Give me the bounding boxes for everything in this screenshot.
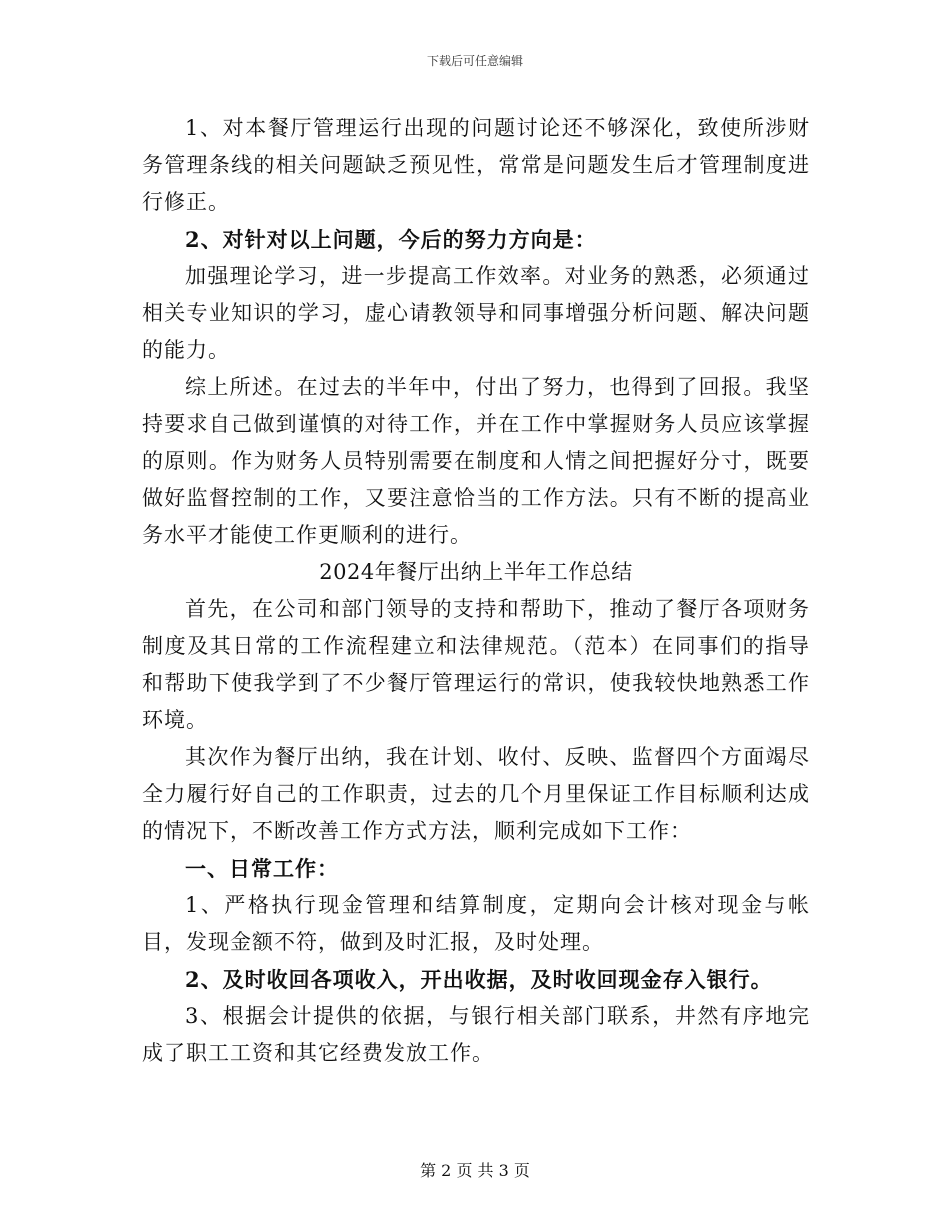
paragraph-first: 首先，在公司和部门领导的支持和帮助下，推动了餐厅各项财务制度及其日常的工作流程建立和法律规范。（范本）在同事们的指导和帮助下使我学到了不少餐厅管理运行的常识，使我较快地熟悉工作环境。 <box>142 597 810 732</box>
page-header: 下载后可任意编辑 <box>426 54 523 68</box>
list-item-collect-income: 2、及时收回各项收入，开出收据，及时收回现金存入银行。 <box>185 967 773 992</box>
subheading-daily-work: 一、日常工作： <box>185 856 339 881</box>
list-item-cash-management: 1、严格执行现金管理和结算制度，定期向会计核对现金与帐目，发现金额不符，做到及时汇报，及时处理。 <box>142 893 810 954</box>
document-body <box>142 110 810 1072</box>
section-title: 2024年餐厅出纳上半年工作总结 <box>319 560 633 584</box>
paragraph-improvement-heading: 2、对针对以上问题，今后的努力方向是： <box>185 227 597 252</box>
list-item-payroll: 3、根据会计提供的依据，与银行相关部门联系，井然有序地完成了职工工资和其它经费发放工作。 <box>142 1004 810 1065</box>
paragraph-study: 加强理论学习，进一步提高工作效率。对业务的熟悉，必须通过相关专业知识的学习，虚心请教领导和同事增强分析问题、解决问题的能力。 <box>142 264 810 362</box>
page-footer: 第 2 页 共 3 页 <box>420 1161 530 1180</box>
paragraph-summary: 综上所述。在过去的半年中，付出了努力，也得到了回报。我坚持要求自己做到谨慎的对待工作，并在工作中掌握财务人员应该掌握的原则。作为财务人员特别需要在制度和人情之间把握好分寸，既要做好监督控制的工作，又要注意恰当的工作方法。只有不断的提高业务水平才能使工作更顺利的进行。 <box>142 375 810 547</box>
paragraph-issue-1: 1、对本餐厅管理运行出现的问题讨论还不够深化，致使所涉财务管理条线的相关问题缺乏预见性，常常是问题发生后才管理制度进行修正。 <box>142 116 810 214</box>
paragraph-second: 其次作为餐厅出纳，我在计划、收付、反映、监督四个方面竭尽全力履行好自己的工作职责，过去的几个月里保证工作目标顺利达成的情况下，不断改善工作方式方法，顺利完成如下工作： <box>142 745 810 843</box>
